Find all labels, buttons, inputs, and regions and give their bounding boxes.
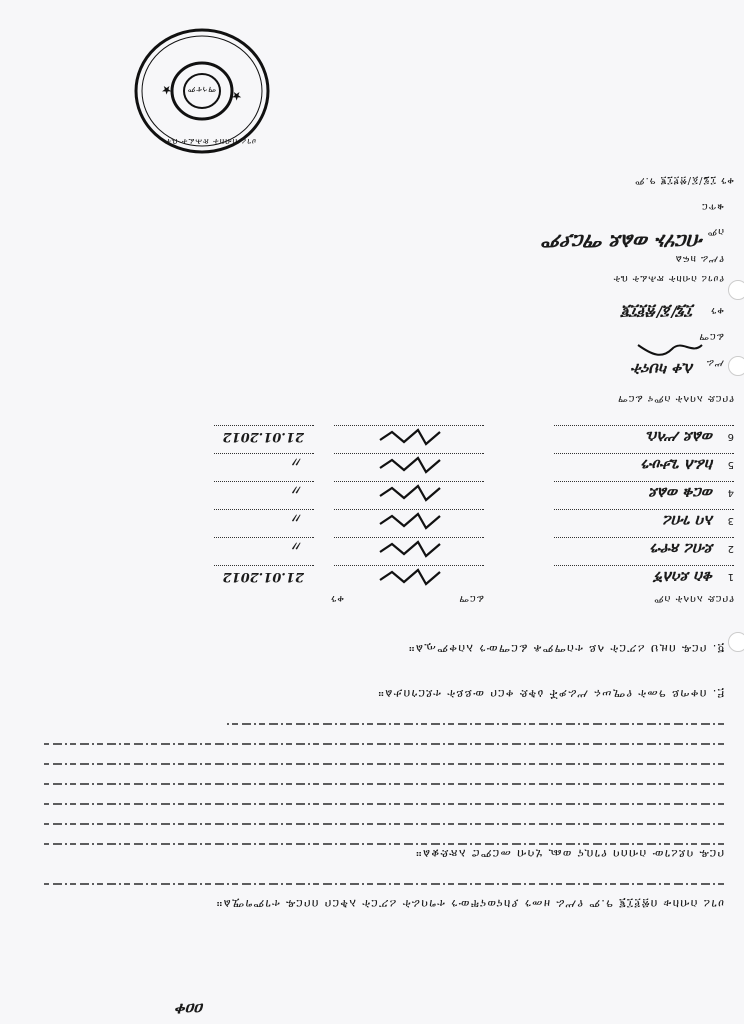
row-date: 21.01.2012 bbox=[222, 429, 304, 444]
sign-label: ፊርማ bbox=[698, 331, 724, 342]
name-label: ስም bbox=[706, 226, 724, 237]
row-date: 〃 bbox=[290, 481, 304, 496]
table-header-signature: ፊርማ bbox=[458, 593, 484, 604]
date-label: ቀን bbox=[710, 305, 724, 316]
punch-hole bbox=[728, 280, 744, 300]
punch-hole bbox=[728, 356, 744, 376]
table-header-name: የቦርድ አባላት ስም bbox=[653, 593, 734, 604]
row-signature bbox=[374, 482, 444, 504]
row-number: 6 bbox=[726, 431, 734, 442]
row-name: አባ ገብረ bbox=[664, 512, 714, 530]
body-text-lines bbox=[34, 664, 724, 894]
dotted-line bbox=[554, 425, 734, 426]
row-name: ከፈለ ጌታሁን bbox=[642, 456, 714, 474]
row-number: 5 bbox=[726, 459, 734, 470]
name-value: ብርሃኑ ወልደ ማርያም bbox=[543, 230, 704, 254]
row-date: 〃 bbox=[290, 509, 304, 524]
paragraph-1: ሀገረ ስብከቱ በ፳፻፲፪ ዓ.ም የሥራ ዘመን ያከናወናቸውን ተግባራት ሪፖርት አቅርቦ በቦርዱ ተገምግሟል። bbox=[215, 897, 724, 911]
dotted-line bbox=[554, 453, 734, 454]
header-line-1: ቀን ፲፯/፩/፳፻፲፪ ዓ.ም bbox=[634, 175, 734, 186]
dotted-line bbox=[334, 565, 484, 566]
paragraph-4: ፬. ቦርዱ በዚህ ሪፖርት ላይ ተስማምቶ ፊርማውን አስቀምጧል። bbox=[407, 642, 724, 656]
role-value: ሊቀ ካህናት bbox=[632, 360, 694, 378]
row-number: 3 bbox=[726, 515, 734, 526]
dotted-line bbox=[334, 537, 484, 538]
row-number: 2 bbox=[726, 543, 734, 554]
paragraph-3: ፫. በቀጣይ ዓመት የሚሠሩ ሥራዎች ዕቅድ ቀርቦ ውይይት ተደርጎበታል። bbox=[377, 687, 724, 701]
row-signature bbox=[374, 426, 444, 448]
dotted-line bbox=[214, 565, 314, 566]
row-signature bbox=[374, 538, 444, 560]
dotted-line bbox=[334, 425, 484, 426]
dotted-line bbox=[214, 453, 314, 454]
dotted-line bbox=[554, 481, 734, 482]
row-signature bbox=[374, 454, 444, 476]
table-header-date: ቀን bbox=[330, 593, 344, 604]
row-name: ቄስ ደሳለኝ bbox=[655, 568, 714, 586]
dotted-line bbox=[554, 537, 734, 538]
role-label: ሥራ bbox=[705, 357, 724, 368]
row-name: ወልደ ሥላሴ bbox=[646, 428, 714, 446]
dotted-line bbox=[334, 453, 484, 454]
seal-outer-text: ሀገረ ስብከት ጽሕፈት ቤት bbox=[164, 137, 256, 146]
dotted-line bbox=[214, 481, 314, 482]
row-date: 21.01.2012 bbox=[222, 569, 304, 584]
page-mark: ዐዐቀ bbox=[176, 1000, 204, 1019]
row-number: 4 bbox=[726, 487, 734, 498]
row-signature bbox=[374, 566, 444, 588]
dotted-line bbox=[214, 537, 314, 538]
row-date: 〃 bbox=[290, 537, 304, 552]
seal-inner-text: ማኅተም bbox=[186, 85, 216, 94]
punch-hole bbox=[728, 632, 744, 652]
row-date: 〃 bbox=[290, 453, 304, 468]
date-value: ፲፯/፩/፳፻፲፪ bbox=[622, 303, 694, 321]
dotted-line bbox=[214, 425, 314, 426]
dotted-line bbox=[334, 509, 484, 510]
dotted-line bbox=[554, 509, 734, 510]
svg-text:★: ★ bbox=[231, 89, 242, 103]
office-value: የሀገረ ስብከት ጽሕፈት ቤት bbox=[612, 273, 724, 284]
section-heading: የቦርድ አባላት ስምና ፊርማ bbox=[617, 393, 734, 404]
row-signature bbox=[374, 510, 444, 532]
svg-text:★: ★ bbox=[161, 83, 172, 97]
office-label: የሥራ ክፍል bbox=[674, 253, 724, 264]
paragraph-2: ቦርዱ ባደረገው ስብሰባ የገቢና ወጪ ሂሳብ መርምሮ አጽድቋል። bbox=[414, 847, 724, 861]
row-name: ደብረ ጽዮን bbox=[651, 540, 714, 558]
header-signature bbox=[634, 337, 704, 357]
row-name: ወርቁ ወልደ bbox=[650, 484, 714, 502]
dotted-line bbox=[334, 481, 484, 482]
header-number-label: ቁጥር bbox=[701, 201, 724, 212]
dotted-line bbox=[214, 509, 314, 510]
row-number: 1 bbox=[726, 571, 734, 582]
dotted-line bbox=[554, 565, 734, 566]
